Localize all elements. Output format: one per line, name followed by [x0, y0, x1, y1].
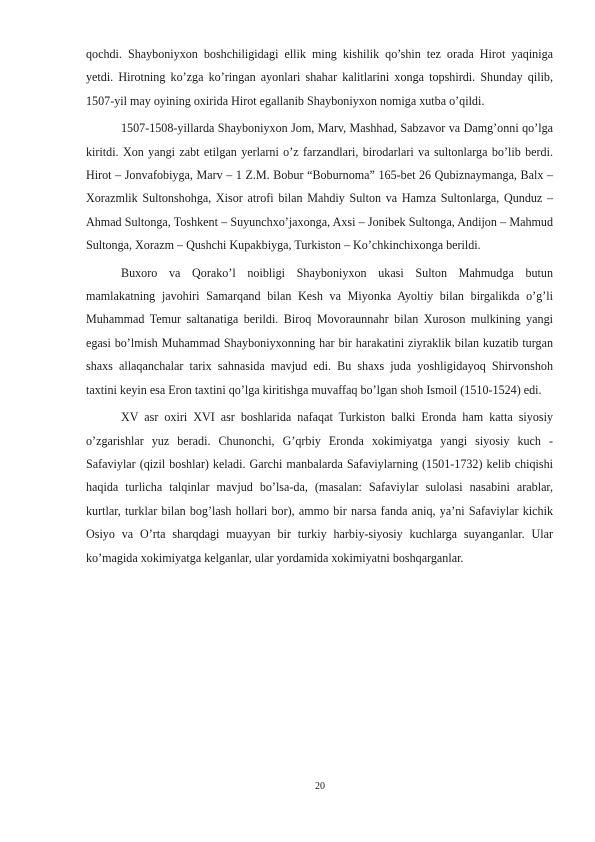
paragraph-4: XV asr oxiri XVI asr boshlarida nafaqat Turkiston balki Eronda ham katta siyosiy o’zgarishlar yuz beradi. Chunonchi, G’qrbiy Eronda xokimiyatga yangi siyosiy kuch - Safaviylar (qizil boshlar) keladi. Garchi manbalarda Safaviylarning (1501-1732) kelib chiqishi haqida turlicha talqinlar mavjud bo’lsa-da, (masalan: Safaviylar sulolasi nasabini arablar, kurtlar, turklar bilan bog’lash hollari bor), ammo bir narsa fanda aniq, ya’ni Safaviylar kichik Osiyo va O’rta sharqdagi muayyan bir turkiy harbiy-siyosiy kuchlarga suyanganlar. Ular ko’magida xokimiyatga kelganlar, ular yordamida xokimiyatni boshqarganlar. [86, 410, 553, 565]
paragraph-2: 1507-1508-yillarda Shayboniyxon Jom, Marv, Mashhad, Sabzavor va Damg’onni qo’lga kiritdi. Xon yangi zabt etilgan yerlarni o’z farzandlari, birodarlari va sultonlarga bo’lib berdi. Hirot – Jonvafobiyga, Marv – 1 Z.M. Bobur “Boburnoma” 165-bet 26 Qubiznaymanga, Balx – Xorazmlik Sultonshohga, Xisor atrofi bilan Mahdiy Sulton va Hamza Sultonlarga, Qunduz – Ahmad Sultonga, Toshkent – Suyunchxo’jaxonga, Axsi – Jonibek Sultonga, Andijon – Mahmud Sultonga, Xorazm – Qushchi Kupakbiyga, Turkiston – Ko’chkinchixonga berildi. [86, 121, 553, 253]
document-page [86, 43, 553, 574]
paragraph-3: Buxoro va Qorako’l noibligi Shayboniyxon ukasi Sulton Mahmudga butun mamlakatning javohiri Samarqand bilan Kesh va Miyonka Ayoltiy bilan birgalikda o’g’li Muhammad Temur saltanatiga berildi. Biroq Movoraunnahr bilan Xuroson mulkining yangi egasi bo’lmish Muhammad Shayboniyxonning har bir harakatini ziyraklik bilan kuzatib turgan shaxs allaqanchalar tarix sahnasida mavjud edi. Bu shaxs juda yoshligidayoq Shirvonshoh taxtini keyin esa Eron taxtini qo’lga kiritishga muvaffaq bo’lgan shoh Ismoil (1510-1524) edi. [86, 265, 553, 397]
paragraph-1: qochdi. Shayboniyxon boshchiligidagi ellik ming kishilik qo’shin tez orada Hirot yaqiniga yetdi. Hirotning ko’zga ko’ringan ayonlari shahar kalitlarini xonga topshirdi. Shunday qilib, 1507-yil may oyining oxirida Hirot egallanib Shayboniyxon nomiga xutba o’qildi. [86, 47, 553, 108]
page-number: 20 [315, 781, 325, 792]
